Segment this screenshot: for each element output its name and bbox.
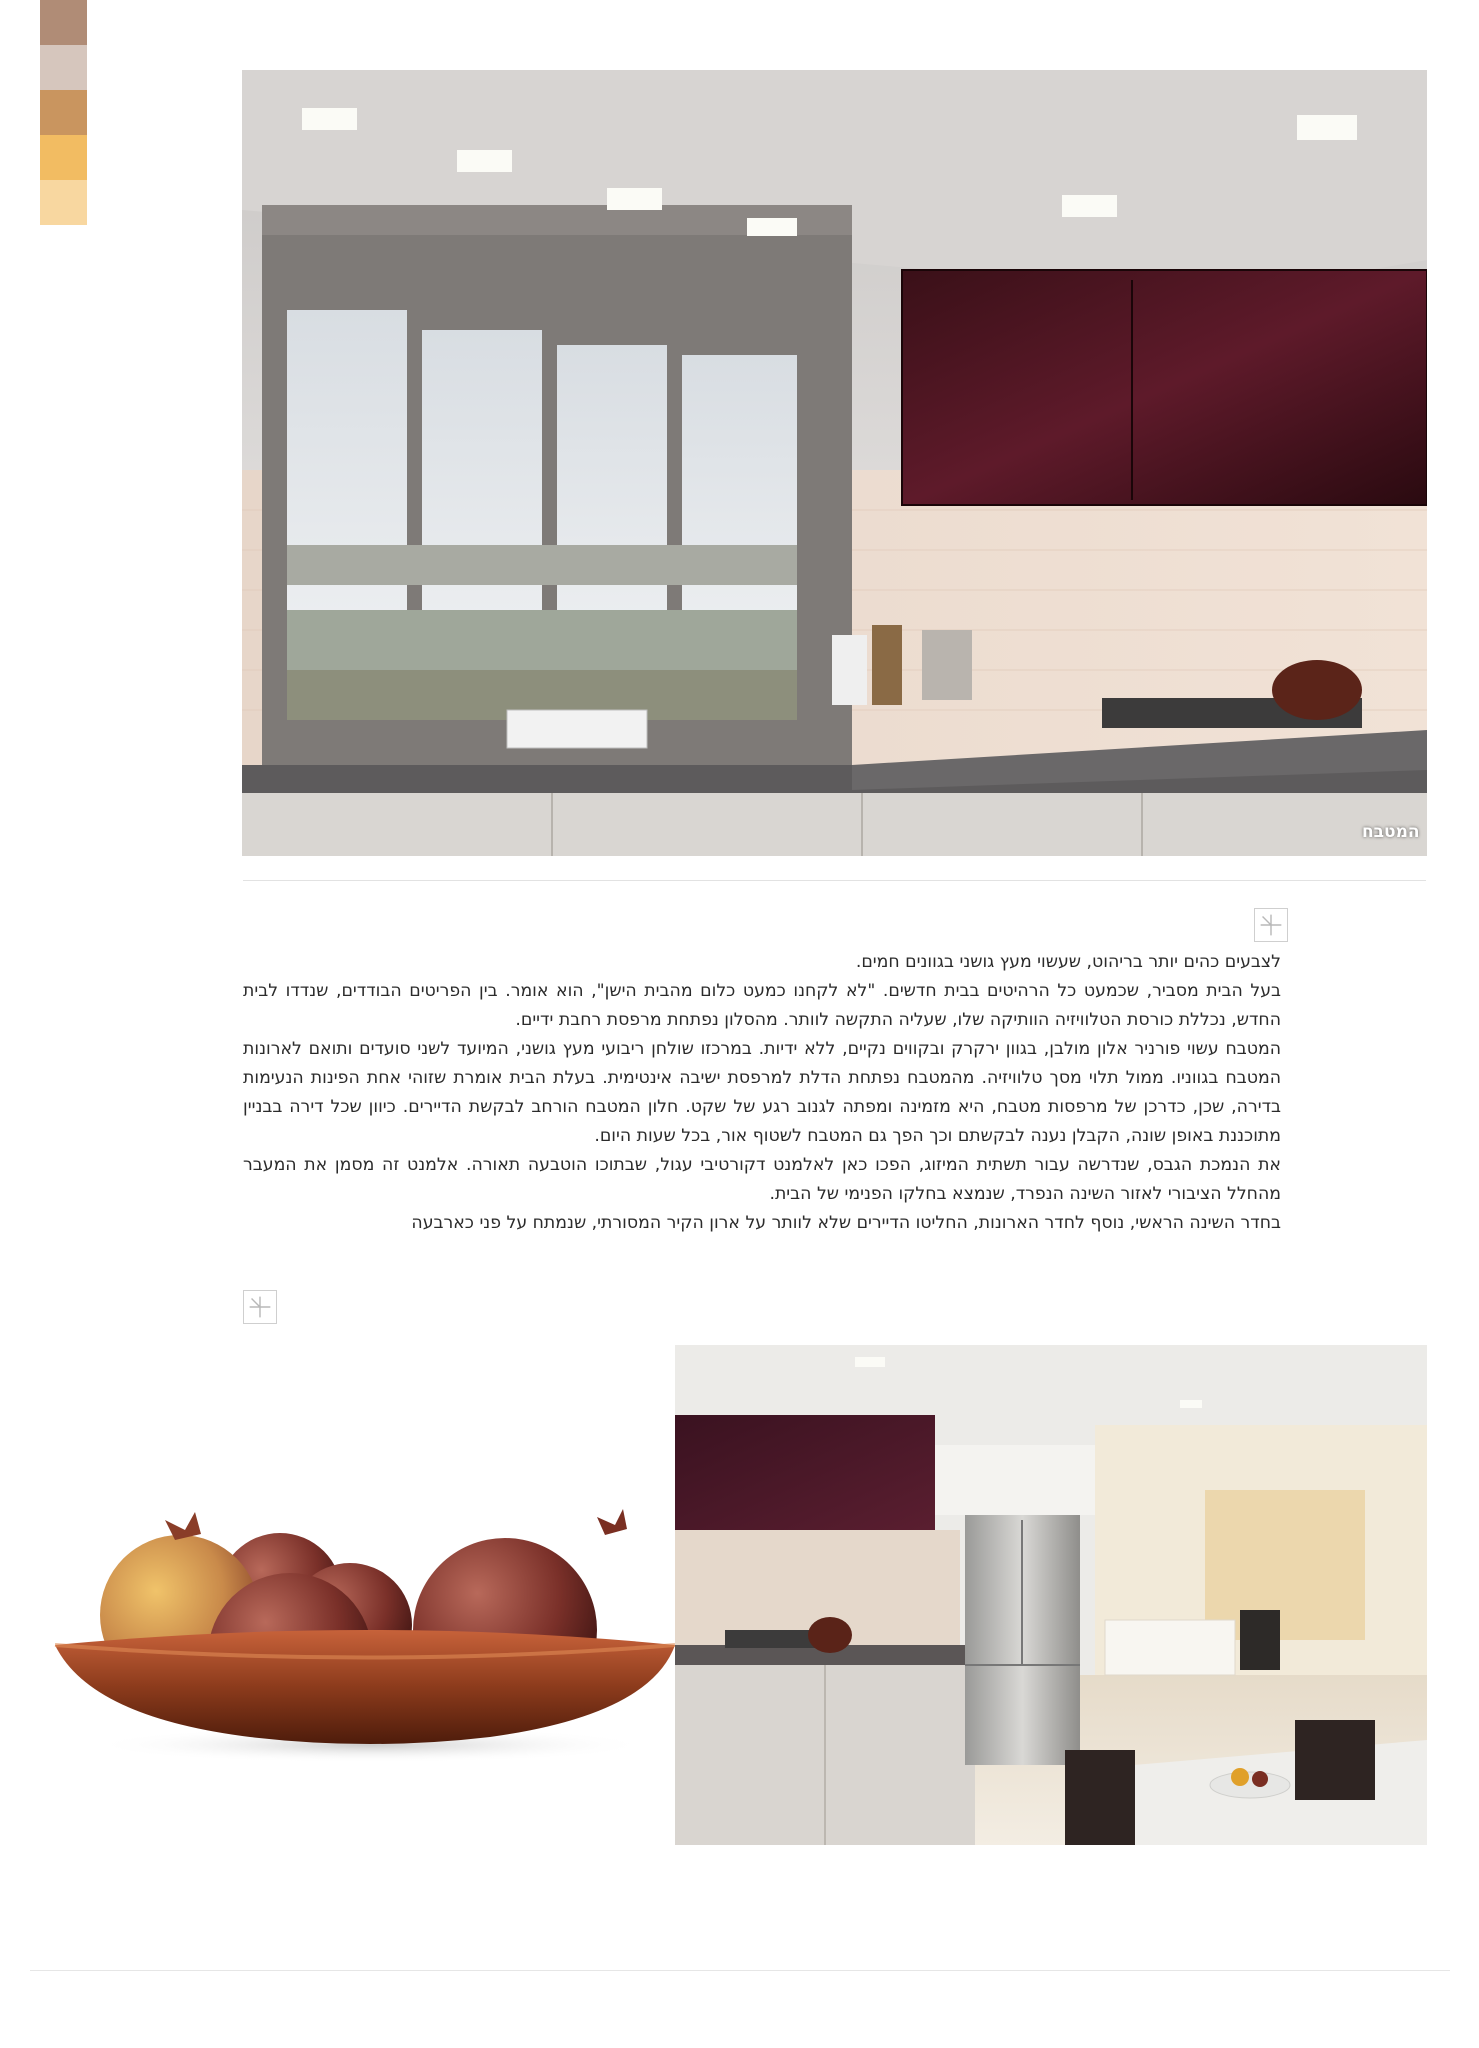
color-swatch: [40, 135, 87, 180]
photo-caption: המטבח: [1362, 822, 1420, 842]
color-swatch: [40, 90, 87, 135]
color-swatch: [40, 0, 87, 45]
divider-line: [243, 880, 1426, 881]
color-swatch: [40, 180, 87, 225]
ornament-icon: [1254, 908, 1288, 942]
color-swatch-strip: [40, 0, 87, 225]
article-paragraph: המטבח עשוי פורניר אלון מולבן, בגוון ירקרק ובקווים נקיים, ללא ידיות. במרכזו שולחן ריבועי מעץ גושני, המיועד לשני סועדים ותואם לארונות המטבח בגווניו. ממול תלוי מסך טלוויזיה. מהמטבח נפתחת הדלת למרפסת ישיבה אינטימית. בעלת הבית אומרת שזוהי אחת הפינות הנעימות בדירה, שכן, כדרכן של מרפסות מטבח, היא מזמינה ומפתה לגנוב רגע של שקט. חלון המטבח הורחב לבקשת הדיירים. כיוון שכל דירה בבניין מתוכננת באופן שונה, הקבלן נענה לבקשתם וכך הפך גם המטבח לשטוף אור, בכל שעות היום.: [243, 1039, 1281, 1146]
ornament-icon: [243, 1290, 277, 1324]
pomegranate-bowl-image: [50, 1505, 680, 1765]
kitchen-living-photo: [675, 1345, 1427, 1845]
article-paragraph: בחדר השינה הראשי, נוסף לחדר הארונות, החליטו הדיירים שלא לוותר על ארון הקיר המסורתי, שנמתח על פני כארבעה: [411, 1213, 1281, 1233]
color-swatch: [40, 45, 87, 90]
kitchen-photo: [242, 70, 1427, 856]
article-paragraph: לצבעים כהים יותר בריהוט, שעשוי מעץ גושני בגוונים חמים.: [855, 952, 1281, 972]
article-paragraph: את הנמכת הגבס, שנדרשה עבור תשתית המיזוג, הפכו כאן לאלמנט דקורטיבי עגול, שבתוכו הוטבעה תאורה. אלמנט זה מסמן את המעבר מהחלל הציבורי לאזור השינה הנפרד, שנמצא בחלקו הפנימי של הבית.: [243, 1155, 1281, 1204]
article-text: [243, 948, 1281, 1238]
article-paragraph: בעל הבית מסביר, שכמעט כל הרהיטים בבית חדשים. "לא לקחנו כמעט כלום מהבית הישן", הוא אומר. בין הפריטים הבודדים, שנדדו לבית החדש, נכללת כורסת הטלוויזיה הוותיקה שלו, שעליה התקשה לוותר. מהסלון נפתחת מרפסת רחבת ידיים.: [243, 981, 1281, 1030]
